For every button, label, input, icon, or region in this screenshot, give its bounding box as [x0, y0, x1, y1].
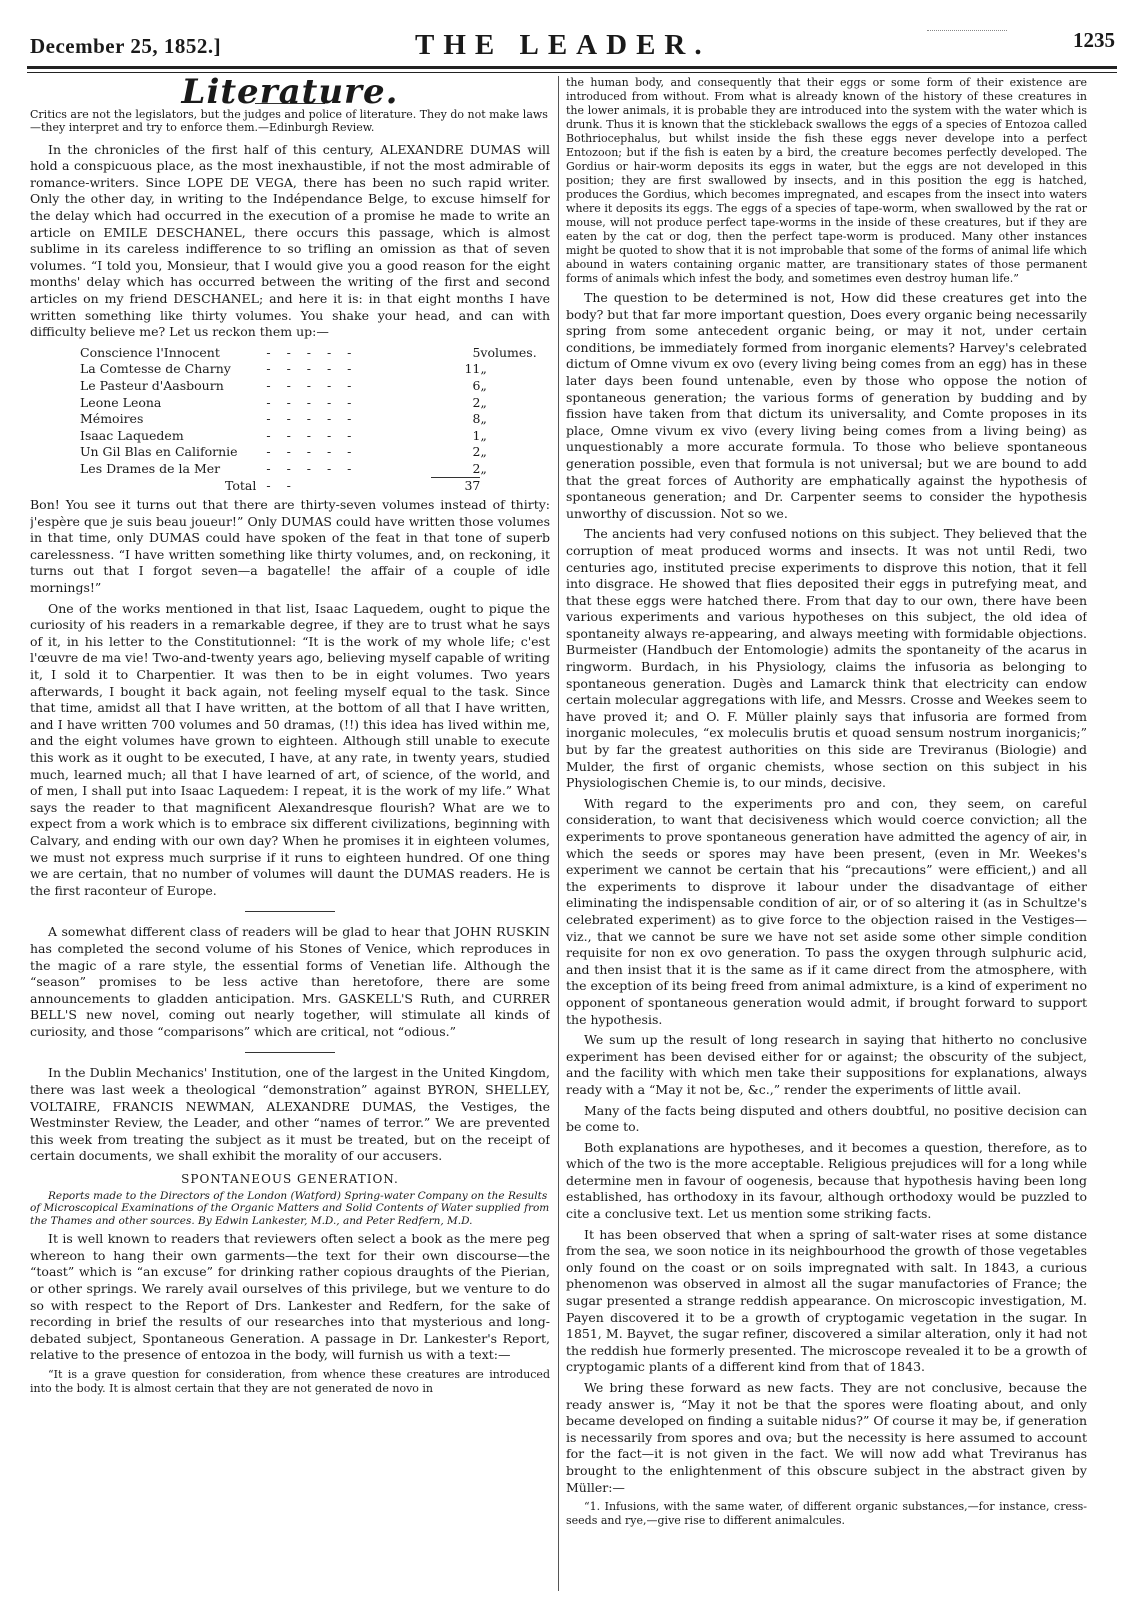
volume-row — [80, 378, 550, 395]
dash-leader: - - - - - — [266, 427, 358, 443]
volume-count: 8 — [472, 411, 481, 427]
review-quote: “It is a grave question for consideration, from whence these creatures are introduced into the body. It is almost certain that they are not generated de novo in — [30, 1367, 550, 1395]
volume-count: 2 — [472, 444, 481, 460]
volumes-table — [80, 345, 550, 495]
article-separator — [245, 911, 335, 912]
volume-row — [80, 461, 550, 478]
volume-title: Mémoires — [80, 411, 144, 427]
volume-title: Le Pasteur d'Aasbourn — [80, 377, 224, 393]
review-p6: Many of the facts being disputed and others doubtful, no positive decision can be come to. — [566, 1102, 1087, 1135]
total-dashes: - - — [266, 478, 297, 494]
review-p4: With regard to the experiments pro and con, they seem, on careful consideration, to want that decisiveness which would coerce conviction; all the experiments to prove spontaneous generation have admitted the agency of air, in which the seeds or spores may have been present, (even in Mr. Weekes's experiment we cannot be certain that his “precautions” were efficient,) and all the experiments to disprove it labour under the disadvantage of either eliminating the indispensable condition of air, or of so altering it (as in Schultze's celebrated experiment) as to give force to the objection raised in the Vestiges—viz., that we cannot be sure we have not set aside some other simple condition requisite for non ex ovo generation. To pass the oxygen through sulphuric acid, and then insist that it is the same as if it came direct from the atmosphere, with the exception of its being freed from animal admixture, is a kind of experiment no opponent of spontaneous generation would admit, if brought forward to support the hypothesis. — [566, 795, 1087, 1027]
volume-title: Conscience l'Innocent — [80, 344, 220, 360]
review-p3: The ancients had very confused notions on this subject. They believed that the corruption of meat produced worms and insects. It was not until Redi, two centuries ago, instituted precise experiments to disprove this notion, that it fell into disgrace. He showed that flies deposited their eggs in putrefying meat, and that these eggs were hatched there. From that day to our own, there have been various experiments and various hypotheses on this subject, the old idea of spontaneity always re-appearing, and always meeting with formidable objections. Burmeister (Handbuch der Entomologie) admits the spontaneity of the acarus in ringworm. Burdach, in his Physiology, claims the infusoria as belonging to spontaneous generation. Dugès and Lamarck think that electricity can endow certain molecular aggregations with life, and Messrs. Crosse and Weekes seem to have proved it; and O. F. Müller plainly says that infusoria are formed from inorganic molecules, “ex moleculis brutis et quoad sensum nostrum inorganicis;” but by far the greatest authorities on this side are Treviranus (Biologie) and Mulder, the first of organic chemists, whose section on this subject in his Physiologischen Chemie is, to our minds, decisive. — [566, 526, 1087, 791]
issue-date: December 25, 1852.] — [30, 34, 222, 58]
volume-row — [80, 428, 550, 445]
review-quote-continued: the human body, and consequently that their eggs or some form of their existence are introduced from without. From what is already known of the history of these creatures in the lower animals, it is probable they are introduced into the system with the water which is drunk. Thus it is known that the stickleback swallows the eggs of a species of Entozoa called Bothriocephalus, but whilst inside the fish these eggs never develope into a perfect Entozoon; but if the fish is eaten by a bird, the creature becomes perfectly developed. The Gordius or hair-worm deposits its eggs in water, but the eggs are not developed in this position; they are first swallowed by insects, and in this position the egg is hatched, produces the Gordius, which becomes impregnated, and escapes from the insect into waters where it deposits its eggs. The eggs of a species of tape-worm, when swallowed by the rat or mouse, will not produce perfect tape-worms in the inside of these creatures, but if they are eaten by the cat or dog, then the perfect tape-worm is produced. Many other instances might be quoted to show that it is not improbable that some of the forms of animal life which abound in waters containing organic matter, are transitionary states of those permanent forms of animals which infest the body, and sometimes even destroy human life.” — [566, 76, 1087, 285]
dash-leader: - - - - - — [266, 461, 358, 477]
article-dumas-p3: One of the works mentioned in that list, Isaac Laquedem, ought to pique the curiosity of his readers in a remarkable degree, if they are to trust what he says of it, in his letter to the Constitutionnel: “It is the work of my whole life; c'est l'œuvre de ma vie! Two-and-twenty years ago, believing myself capable of writing it, I sold it to Charpentier. It was then to be in eight volumes. Two years afterwards, I bought it back again, not feeling myself equal to the task. Since that time, amidst all that I have written, at the bottom of all that I have written, and I have written 700 volumes and 50 dramas, (!!) this idea has lived within me, and the eight volumes have grown to eighteen. Although still unable to execute this work as it ought to be executed, I have, at any rate, in twenty years, studied much, learned much; all that I have learned of art, of science, of the world, and of men, I shall put into Isaac Laquedem: I repeat, it is the work of my life.” What says the reader to that magnificent Alexandresque flourish? What are we to expect from a work which is to embrace six different civilizations, beginning with Calvary, and ending with our own day? When he promises it in eighteen volumes, we must not express much surprise if it runs to eighteen hundred. Of one thing we are certain, that no number of volumes will daunt the DUMAS readers. He is the first raconteur of Europe. — [30, 600, 550, 898]
volume-unit: „ — [480, 461, 487, 477]
dash-leader: - - - - - — [266, 361, 358, 377]
dash-leader: - - - - - — [266, 394, 358, 410]
volume-row — [80, 345, 550, 362]
review-p2: The question to be determined is not, How did these creatures get into the body? but that far more important question, Does every organic being necessarily spring from some antecedent organic being, or may it not, under certain conditions, be immediately formed from inorganic elements? Harvey's celebrated dictum of Omne vivum ex ovo (every living being comes from an egg) has in these later days been found untenable, even by those who oppose the notion of spontaneous generation; the various forms of generation by budding and by fission have taken from that dictum its universality, and Comte proposes in its place, Omne vivum ex vivo (every living being comes from a living being) as unquestionably a more accurate formula. To those who believe spontaneous generation possible, even that formula is not universal; but we are bound to add that the great forces of Authority are emphatically against the hypothesis of spontaneous generation; and Dr. Carpenter seems to consider the hypothesis unworthy of discussion. Not so we. — [566, 290, 1087, 521]
volume-unit: „ — [480, 444, 487, 460]
volume-title: Les Drames de la Mer — [80, 461, 221, 477]
dash-leader: - - - - - — [266, 411, 358, 427]
volume-row — [80, 361, 550, 378]
volume-title: Leone Leona — [80, 394, 162, 410]
volume-row — [80, 411, 550, 428]
review-reference: Reports made to the Directors of the London (Watford) Spring-water Company on the Results of Microscopical Examinations of the Organic Matters and Solid Contents of Water supplied from the Thames and other sources. By Edwin Lankester, M.D., and Peter Redfern, M.D. — [30, 1189, 550, 1227]
volume-row — [80, 395, 550, 412]
volume-count: 6 — [472, 377, 481, 393]
review-p7: Both explanations are hypotheses, and it becomes a question, therefore, as to which of the two is the more acceptable. Religious prejudices will for a long while determine men in favour of oogenesis, because that hypothesis having been long established, has orthodoxy in its favour, although orthodoxy would be puzzled to cite a conclusive text. Let us mention some striking facts. — [566, 1139, 1087, 1222]
volume-unit: „ — [480, 394, 487, 410]
section-title: Literature. — [181, 76, 399, 112]
article-ruskin: A somewhat different class of readers will be glad to hear that JOHN RUSKIN has completed the second volume of his Stones of Venice, which reproduces in the magic of a rare style, the essential forms of Venetian life. Although the “season” promises to be less active than heretofore, there are some announcements to gladden anticipation. Mrs. GASKELL'S Ruth, and CURRER BELL'S new novel, coming out nearly together, will stimulate all kinds of curiosity, and those “comparisons” which are critical, not “odious.” — [30, 924, 550, 1039]
review-p5: We sum up the result of long research in saying that hitherto no conclusive experiment has been devised either for or against; the obscurity of the subject, and the facility with which men take their suppositions for explanations, always ready with a “May it not be, &c.,” render the experiments of little avail. — [566, 1032, 1087, 1097]
masthead-rule-thin — [27, 72, 1117, 73]
volume-title: Isaac Laquedem — [80, 427, 184, 443]
volume-title: La Comtesse de Charny — [80, 361, 231, 377]
volume-count: 1 — [472, 427, 481, 443]
faint-stamp-mark — [927, 30, 1007, 47]
volume-row — [80, 444, 550, 461]
right-column — [566, 76, 1087, 1591]
volume-unit: „ — [480, 411, 487, 427]
volume-unit: volumes. — [480, 344, 537, 360]
article-separator — [245, 1052, 335, 1053]
column-divider — [558, 76, 559, 1591]
review-p8: It has been observed that when a spring of salt-water rises at some distance from the sea, we soon notice in its neighbourhood the growth of those vegetables only found on the coast or on soils impregnated with salt. In 1843, a curious phenomenon was observed in almost all the sugar manufactories of France; the sugar presented a strange reddish appearance. On microscopic investigation, M. Payen discovered it to be a growth of cryptogamic vegetation in the sugar. In 1851, M. Bayvet, the sugar refiner, discovered a similar alteration, only it had not the reddish hue formerly presented. The microscope revealed it to be a growth of cryptogamic plants of a different kind from that of 1843. — [566, 1226, 1087, 1375]
review-p1: It is well known to readers that reviewers often select a book as the mere peg whereon to hang their own garments—the text for their own discourse—the “toast” which is “an excuse” for drinking rather copious draughts of the Pierian, or other springs. We rarely avail ourselves of this privilege, but we venture to do so with respect to the Report of Drs. Lankester and Redfern, for the sake of recording in brief the results of our researches into that mysterious and long-debated subject, Spontaneous Generation. A passage in Dr. Lankester's Report, relative to the presence of entozoa in the body, will furnish us with a text:— — [30, 1231, 550, 1363]
volume-count: 2 — [472, 460, 481, 476]
page-number: 1235 — [1073, 28, 1115, 52]
volume-count: 5 — [472, 344, 481, 360]
volume-count: 2 — [472, 394, 481, 410]
total-row — [80, 478, 550, 495]
review-p9: We bring these forward as new facts. They are not conclusive, because the ready answer is, “May it not be that the spores were floating about, and only became developed on finding a suitable nidus?” Of course it may be, if generation is necessarily from spores and ova; but the necessity is here assumed to account for the fact—it is not given in the fact. We will now add what Treviranus has brought to the enlightenment of this obscure subject in the abstract given by Müller:— — [566, 1380, 1087, 1495]
motto: Critics are not the legislators, but the judges and police of literature. They do not make laws—they interpret and try to enforce them.—Edinburgh Review. — [30, 107, 548, 134]
review-title: SPONTANEOUS GENERATION. — [181, 1172, 399, 1187]
article-dumas-p1: In the chronicles of the first half of this century, ALEXANDRE DUMAS will hold a conspicuous place, as the most inexhaustible, if not the most admirable of romance-writers. Since LOPE DE VEGA, there has been no such rapid writer. Only the other day, in writing to the Indépendance Belge, to excuse himself for the delay which had occurred in the execution of a promise he made to write an article on EMILE DESCHANEL, there occurs this passage, which is almost sublime in its careless indifference to so trifling an omission as that of seven volumes. “I told you, Monsieur, that I would give you a good reason for the eight months' delay which has occurred between the writing of the first and second articles on my friend DESCHANEL; and here it is: in that eight months I have written something like thirty volumes. You shake your head, and can with difficulty believe me? Let us reckon them up:— — [30, 141, 550, 340]
volume-unit: „ — [480, 361, 487, 377]
total-value: 37 — [431, 478, 480, 495]
volume-count: 11 — [464, 361, 481, 377]
masthead-rule-thick — [27, 66, 1117, 69]
volume-unit: „ — [480, 427, 487, 443]
article-dublin: In the Dublin Mechanics' Institution, one of the largest in the United Kingdom, there was last week a theological “demonstration” against BYRON, SHELLEY, VOLTAIRE, FRANCIS NEWMAN, ALEXANDRE DUMAS, the Vestiges, the Westminster Review, the Leader, and other “names of terror.” We are prevented this week from treating the subject as it must be treated, but on the receipt of certain documents, we shall exhibit the morality of our accusers. — [30, 1065, 550, 1164]
review-quote-2: “1. Infusions, with the same water, of different organic substances,—for instance, cress-seeds and rye,—give rise to different animalcules. — [566, 1500, 1087, 1528]
newspaper-title: THE LEADER. — [415, 29, 711, 61]
left-column — [30, 76, 550, 1591]
dash-leader: - - - - - — [266, 377, 358, 393]
total-label: Total — [225, 478, 257, 494]
article-dumas-p2: Bon! You see it turns out that there are thirty-seven volumes instead of thirty: j'espère que je suis beau joueur!” Only DUMAS could have written those volumes in that time, only DUMAS could have spoken of the feat in that tone of superb carelessness. “I have written something like thirty volumes, and, on reckoning, it turns out that I forgot seven—a bagatelle! the affair of a couple of idle mornings!” — [30, 497, 550, 596]
dash-leader: - - - - - — [266, 344, 358, 360]
volume-unit: „ — [480, 377, 487, 393]
dash-leader: - - - - - — [266, 444, 358, 460]
volume-title: Un Gil Blas en Californie — [80, 444, 238, 460]
